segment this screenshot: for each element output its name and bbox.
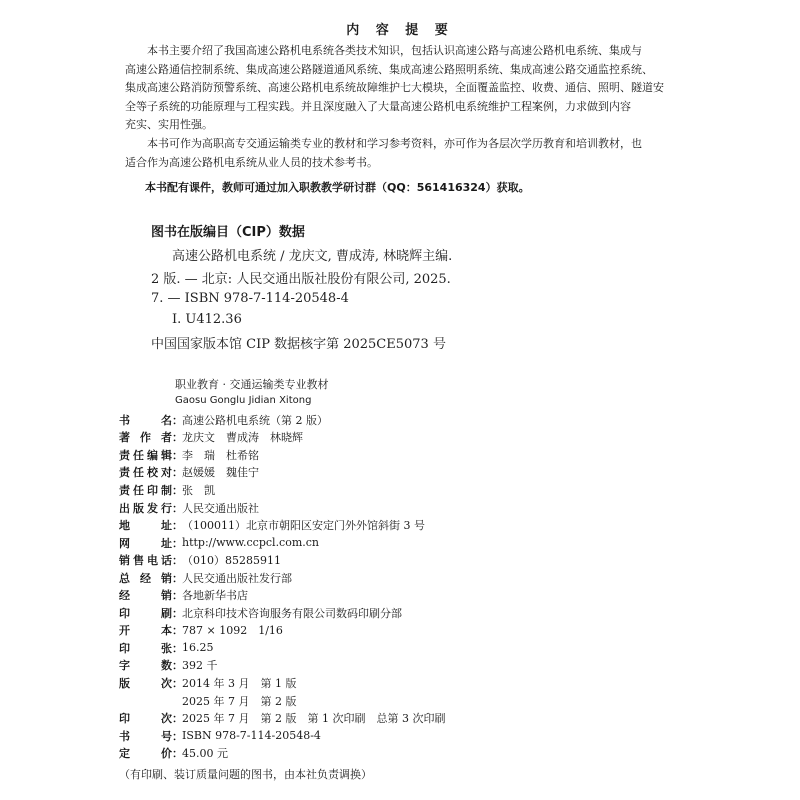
record-label: 版 次: [119, 676, 172, 690]
summary-line: 集成高速公路消防预警系统、高速公路机电系统故障维护七大模块，全面覆盖监控、收费、通信、照明、隧道安: [125, 81, 664, 95]
record-label: 定 价: [119, 747, 172, 761]
record-row: [119, 551, 719, 569]
record-label: 网 址: [119, 536, 172, 550]
record-value: 392 千: [182, 659, 218, 673]
footer-note: （有印刷、装订质量问题的图书，由本社负责调换）: [119, 768, 372, 781]
publication-records: [119, 411, 719, 762]
record-label: 责 任 印 制: [119, 483, 172, 497]
record-row: [119, 411, 719, 429]
cip-line: Ⅰ. U412.36: [172, 312, 242, 327]
record-label: 开 本: [119, 624, 172, 638]
record-row: [119, 674, 719, 692]
record-row: [119, 657, 719, 675]
record-value: 李 瑞 杜希铭: [182, 448, 259, 462]
record-colon: ：: [172, 554, 183, 568]
record-row: [119, 516, 719, 534]
record-colon: ：: [172, 712, 183, 726]
courseware-note: 本书配有课件，教师可通过加入职教教学研讨群（QQ：561416324）获取。: [145, 181, 530, 194]
record-value: 2014 年 3 月 第 1 版: [182, 676, 297, 690]
record-label: 经 销: [119, 589, 172, 603]
record-colon: ：: [172, 466, 183, 480]
record-label: 书 名: [119, 413, 172, 427]
record-colon: ：: [172, 624, 183, 638]
record-row: [119, 586, 719, 604]
record-value: 人民交通出版社发行部: [182, 571, 292, 585]
record-value: http://www.ccpcl.com.cn: [182, 536, 320, 550]
record-colon: ：: [172, 519, 183, 533]
record-colon: ：: [172, 729, 183, 743]
record-row: [119, 446, 719, 464]
record-row: [119, 534, 719, 552]
summary-line: 适合作为高速公路机电系统从业人员的技术参考书。: [125, 155, 378, 169]
record-colon: ：: [172, 413, 183, 427]
record-label: 责 任 校 对: [119, 466, 172, 480]
record-value: 787 × 1092 1/16: [182, 624, 283, 638]
record-value: 张 凯: [182, 483, 215, 497]
record-colon: ：: [172, 448, 183, 462]
record-label: 总 经 销: [119, 571, 172, 585]
record-value: ISBN 978-7-114-20548-4: [182, 729, 321, 743]
record-label: 责 任 编 辑: [119, 448, 172, 462]
record-colon: ：: [172, 676, 183, 690]
record-value: （010）85285911: [182, 554, 281, 568]
record-value: 龙庆文 曹成涛 林晓辉: [182, 431, 303, 445]
summary-paragraph-1: [125, 42, 688, 135]
record-row: [119, 639, 719, 657]
cip-line: 中国国家版本馆 CIP 数据核字第 2025CE5073 号: [151, 337, 446, 352]
series-name: 职业教育 · 交通运输类专业教材: [175, 378, 329, 391]
record-label: 印 次: [119, 712, 172, 726]
record-colon: ：: [172, 747, 183, 761]
series-pinyin: Gaosu Gonglu Jidian Xitong: [175, 395, 312, 406]
summary-paragraph-2: [125, 135, 688, 172]
record-row: [119, 727, 719, 745]
record-colon: ：: [172, 641, 183, 655]
record-colon: ：: [172, 606, 183, 620]
record-label: 销 售 电 话: [119, 554, 172, 568]
record-value: 16.25: [182, 641, 214, 655]
cip-line: 7. — ISBN 978-7-114-20548-4: [151, 291, 349, 306]
summary-title: 内 容 提 要: [346, 23, 454, 38]
record-row: [119, 604, 719, 622]
record-value: 45.00 元: [182, 747, 228, 761]
record-value: 2025 年 7 月 第 2 版: [182, 694, 297, 708]
record-row: [119, 464, 719, 482]
record-colon: ：: [172, 536, 183, 550]
record-value: 高速公路机电系统（第 2 版）: [182, 413, 328, 427]
record-colon: ：: [172, 431, 183, 445]
record-colon: ：: [172, 501, 183, 515]
summary-line: 充实、实用性强。: [125, 118, 213, 132]
record-row: [119, 709, 719, 727]
record-label: 印 张: [119, 641, 172, 655]
record-row: [119, 622, 719, 640]
record-colon: ：: [172, 571, 183, 585]
record-value: 北京科印技术咨询服务有限公司数码印刷分部: [182, 606, 402, 620]
record-row: [119, 744, 719, 762]
summary-line: 全等子系统的功能原理与工程实践。并且深度融入了大量高速公路机电系统维护工程案例，力求做到内容: [125, 99, 631, 113]
record-row: [119, 481, 719, 499]
record-label: 书 号: [119, 729, 172, 743]
record-label: 著 作 者: [119, 431, 172, 445]
record-label: 字 数: [119, 659, 172, 673]
record-row: [119, 692, 719, 710]
record-value: 各地新华书店: [182, 589, 248, 603]
summary-line: 本书主要介绍了我国高速公路机电系统各类技术知识，包括认识高速公路与高速公路机电系统、集成与: [147, 44, 642, 57]
cip-heading: 图书在版编目（CIP）数据: [151, 225, 305, 240]
record-label: 出 版 发 行: [119, 501, 172, 515]
record-row: [119, 569, 719, 587]
record-colon: ：: [172, 483, 183, 497]
record-value: （100011）北京市朝阳区安定门外外馆斜街 3 号: [182, 519, 425, 533]
summary-line: 本书可作为高职高专交通运输类专业的教材和学习参考资料，亦可作为各层次学历教育和培训教材，也: [147, 137, 642, 150]
record-value: 人民交通出版社: [182, 501, 259, 515]
cip-line: 高速公路机电系统 / 龙庆文, 曹成涛, 林晓辉主编.: [172, 249, 453, 264]
record-value: 2025 年 7 月 第 2 版 第 1 次印刷 总第 3 次印刷: [182, 712, 446, 726]
record-row: [119, 429, 719, 447]
record-label: 地 址: [119, 519, 172, 533]
record-colon: ：: [172, 589, 183, 603]
summary-line: 高速公路通信控制系统、集成高速公路隧道通风系统、集成高速公路照明系统、集成高速公路交通监控系统、: [125, 62, 653, 76]
record-label: 印 刷: [119, 606, 172, 620]
cip-line: 2 版. — 北京: 人民交通出版社股份有限公司, 2025.: [151, 272, 451, 287]
record-row: [119, 499, 719, 517]
record-value: 赵媛媛 魏佳宁: [182, 466, 259, 480]
record-colon: ：: [172, 659, 183, 673]
